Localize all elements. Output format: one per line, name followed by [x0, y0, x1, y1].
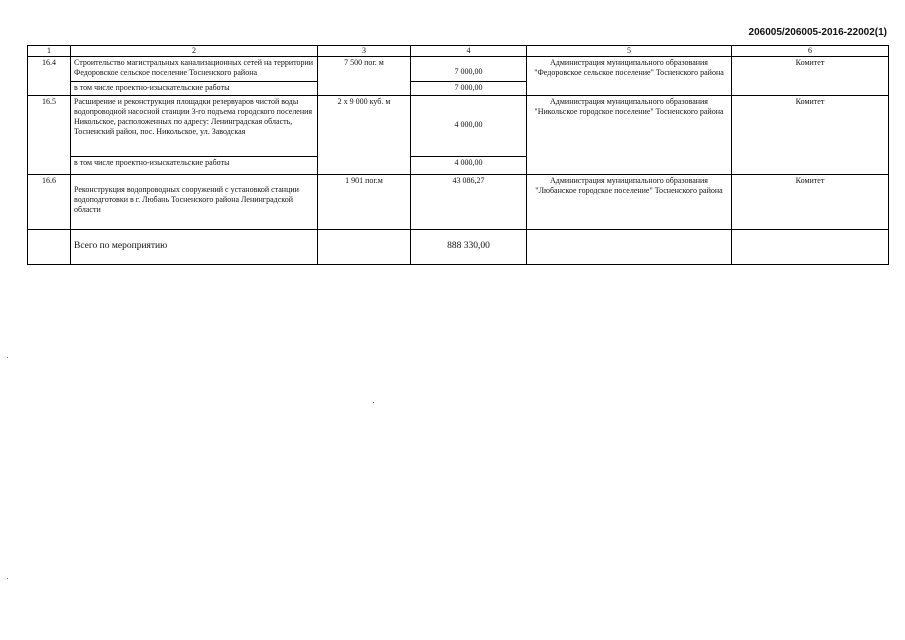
row-sub-label: в том числе проектно-изыскательские работы — [71, 81, 318, 95]
header-cell: 1 — [28, 46, 71, 57]
row-name: Строительство магистральных канализационных сетей на территории Федоровское сельское поселение Тосненского района — [71, 57, 318, 82]
row-organization: Комитет — [732, 96, 889, 175]
header-row — [28, 46, 889, 57]
row-number: 16.5 — [28, 96, 71, 175]
total-empty-cell — [318, 230, 411, 265]
row-number: 16.4 — [28, 57, 71, 96]
header-cell: 3 — [318, 46, 411, 57]
row-quantity: 2 х 9 000 куб. м — [318, 96, 411, 175]
table-row — [28, 96, 889, 157]
program-table — [27, 45, 889, 265]
table-row — [28, 57, 889, 82]
row-sub-label: в том числе проектно-изыскательские работы — [71, 156, 318, 174]
row-amount: 43 086,27 — [411, 175, 527, 230]
total-empty-cell — [527, 230, 732, 265]
row-amount: 7 000,00 — [411, 57, 527, 82]
row-quantity: 7 500 пог. м — [318, 57, 411, 96]
row-name: Реконструкция водопроводных сооружений с установкой станции водоподготовки в г. Любань Тосненского района Ленинградской области — [71, 175, 318, 230]
row-number: 16.6 — [28, 175, 71, 230]
header-cell: 5 — [527, 46, 732, 57]
row-name: Расширение и реконструкция площадки резервуаров чистой воды водопроводной насосной станции 3-го подъема городского поселения Никольское, расположенных по адресу: Ленинградская область, Тосненский район, пос. Никольское, ул. Заводская — [71, 96, 318, 157]
row-sub-amount: 7 000,00 — [411, 81, 527, 95]
row-admin: Администрация муниципального образования "Никольское городское поселение" Тосненского района — [527, 96, 732, 175]
total-empty-cell — [28, 230, 71, 265]
header-cell: 2 — [71, 46, 318, 57]
header-cell: 4 — [411, 46, 527, 57]
header-cell: 6 — [732, 46, 889, 57]
row-organization: Комитет — [732, 57, 889, 96]
document-id: 206005/206005-2016-22002(1) — [748, 27, 887, 38]
table-row — [28, 175, 889, 230]
row-admin: Администрация муниципального образования "Федоровское сельское поселение" Тосненского района — [527, 57, 732, 96]
total-label: Всего по мероприятию — [71, 230, 318, 265]
row-sub-amount: 4 000,00 — [411, 156, 527, 174]
total-amount: 888 330,00 — [411, 230, 527, 265]
scan-speck — [7, 357, 8, 358]
row-organization: Комитет — [732, 175, 889, 230]
scan-speck — [7, 578, 8, 579]
row-admin: Администрация муниципального образования "Любанское городское поселение" Тосненского района — [527, 175, 732, 230]
total-empty-cell — [732, 230, 889, 265]
scan-speck — [373, 402, 374, 403]
total-row — [28, 230, 889, 265]
row-amount: 4 000,00 — [411, 96, 527, 157]
row-quantity: 1 901 пог.м — [318, 175, 411, 230]
